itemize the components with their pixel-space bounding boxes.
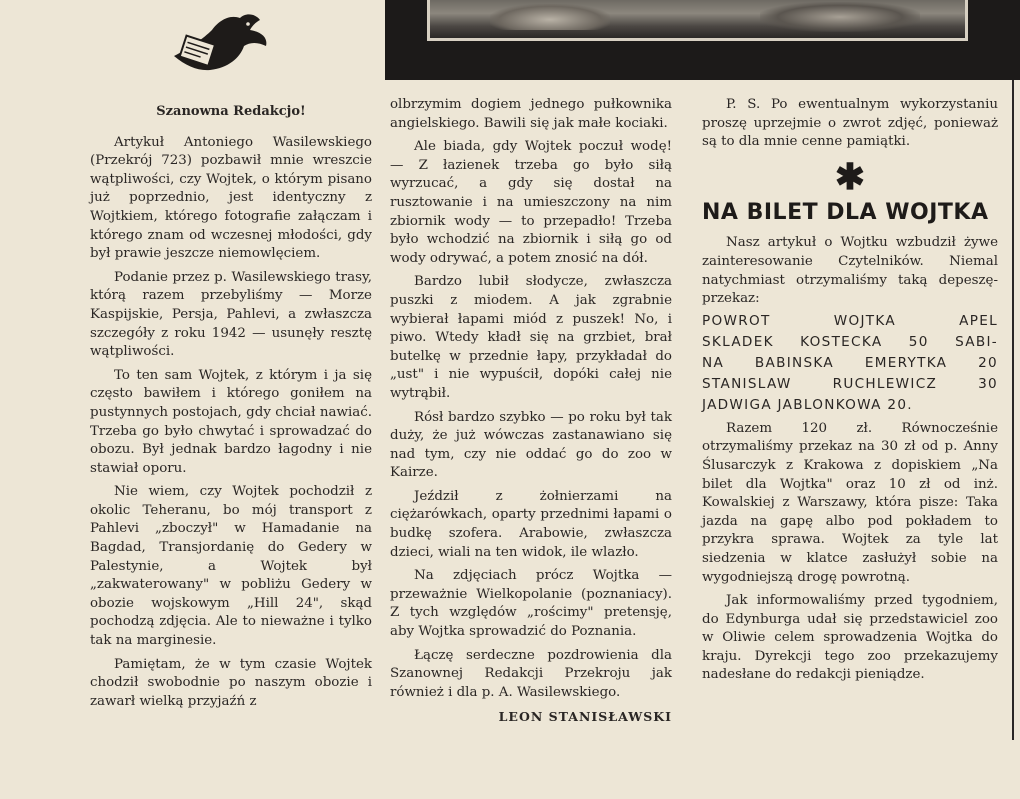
telegram-line: JADWIGA JABLONKOWA 20.: [702, 396, 913, 413]
signature: LEON STANISŁAWSKI: [498, 709, 672, 725]
column-1: [90, 103, 372, 711]
paragraph: Łączę serdeczne pozdrowienia dla Szanownej Redakcji Przekroju jak również i dla p. A. Wasilewskiego.: [390, 647, 672, 700]
paragraph: Jak informowaliśmy przed tygodniem, do Edynburga udał się przedstawiciel zoo w Oliwie celem sprowadzenia Wojtka do kraju. Dyrekcji tego zoo przekazujemy nadesłane do redakcji pieniądze.: [702, 593, 998, 683]
paragraph: Pamiętam, że w tym czasie Wojtek chodził swobodnie po naszym obozie i zawarł wielką przyjaźń z: [90, 656, 372, 709]
article-headline: NA BILET DLA WOJTKA: [702, 199, 989, 225]
column-3: [702, 96, 998, 685]
paragraph: Nasz artykuł o Wojtku wzbudził żywe zainteresowanie Czytelników. Niemal natychmiast otrzymaliśmy taką depeszę-przekaz:: [702, 235, 998, 307]
photo-image: [427, 0, 968, 41]
paragraph: Ale biada, gdy Wojtek poczuł wodę! — Z łazienek trzeba go było siłą wyrzucać, a gdy się dostał na rusztowanie i na umieszczony na nim zbiornik wody — to przepadło! Trzeba było wchodzić na zbiornik i siłą go od wody odrywać, a potem znosić na dół.: [390, 139, 672, 266]
postscript: P. S. Po ewentualnym wykorzystaniu proszę uprzejmie o zwrot zdjęć, ponieważ są to dla mnie cenne pamiątki.: [702, 97, 998, 150]
photo-strip: [385, 0, 1020, 80]
page-edge-rule: [1012, 80, 1014, 740]
telegram-line: POWROT WOJTKA APEL: [702, 312, 998, 329]
telegram: [702, 311, 998, 416]
paragraph: Rósł bardzo szybko — po roku był tak duży, że już wówczas zastanawiano się nad tym, czy nie oddać go do zoo w Kairze.: [390, 409, 672, 481]
paragraph: Razem 120 zł. Równocześnie otrzymaliśmy przekaz na 30 zł od p. Anny Ślusarczyk z Krakowa z dopiskiem „Na bilet dla Wojtka" oraz 10 zł od inż. Kowalskiej z Warszawy, która pisze: Taka jazda na gapę albo pod pokładem to przykra sprawa. Wojtek za tyle lat siedzenia w klatce zasłużył sobie na wygodniejszą drogę powrotną.: [702, 420, 998, 585]
paragraph: olbrzymim dogiem jednego pułkownika angielskiego. Bawili się jak małe kociaki.: [390, 97, 672, 131]
column-2: [390, 96, 672, 727]
telegram-line: NA BABINSKA EMERYTKA 20: [702, 354, 998, 371]
paragraph: Artykuł Antoniego Wasilewskiego (Przekrój 723) pozbawił mnie wreszcie wątpliwości, czy Wojtek, o którym pisano już poprzednio, jest identyczny z Wojtkiem, którego fotografie załączam i którego znam od wczesnej młodości, gdy był prawie jeszcze niemowlęciem.: [90, 134, 372, 262]
paragraph: To ten sam Wojtek, z którym i ja się często bawiłem i którego goniłem na pustynnych postojach, gdy chciał nawiać. Trzeba go było chwytać i sprowadzać do obozu. Był jednak bardzo łagodny i nie stawiał oporu.: [90, 367, 372, 476]
paragraph: Bardzo lubił słodycze, zwłaszcza puszki z miodem. A jak zgrabnie wybierał łapami miód z puszek! No, i piwo. Wtedy kładł się na grzbiet, brał butelkę w przednie łapy, przykładał do „ust" i nie wypuścił, dopóki całej nie wytrąbił.: [390, 274, 672, 401]
paragraph: Na zdjęciach prócz Wojtka — przeważnie Wielkopolanie (poznaniacy). Z tych względów „rościmy" pretensję, aby Wojtka sprowadzić do Poznania.: [390, 568, 672, 640]
paragraph: Jeździł z żołnierzami na ciężarówkach, oparty przednimi łapami o budkę szofera. Arabowie, zwłaszcza dzieci, wiali na ten widok, ile wlazło.: [390, 488, 672, 560]
paragraph: Nie wiem, czy Wojtek pochodził z okolic Teheranu, bo mój transport z Pahlevi „zboczył" w Hamadanie na Bagdad, Transjordanię do Gedery w Palestynie, a Wojtek był „zakwaterowany" w pobliżu Gedery w obozie wojskowym „Hill 24", skąd pochodzą zdjęcia. Ale to nieważne i tylko tak na marginesie.: [90, 484, 372, 649]
letter-dove-icon: [170, 8, 270, 78]
asterisk-separator-icon: ✱: [834, 155, 866, 198]
telegram-line: SKLADEK KOSTECKA 50 SABI-: [702, 333, 998, 350]
telegram-line: STANISLAW RUCHLEWICZ 30: [702, 375, 998, 392]
paragraph: Podanie przez p. Wasilewskiego trasy, którą razem przebyliśmy — Morze Kaspijskie, Persja, Pahlevi, a zwłaszcza szczegóły z roku 1942 — usunęły resztę wątpliwości.: [90, 269, 372, 360]
letter-salutation: Szanowna Redakcjo!: [156, 104, 306, 119]
